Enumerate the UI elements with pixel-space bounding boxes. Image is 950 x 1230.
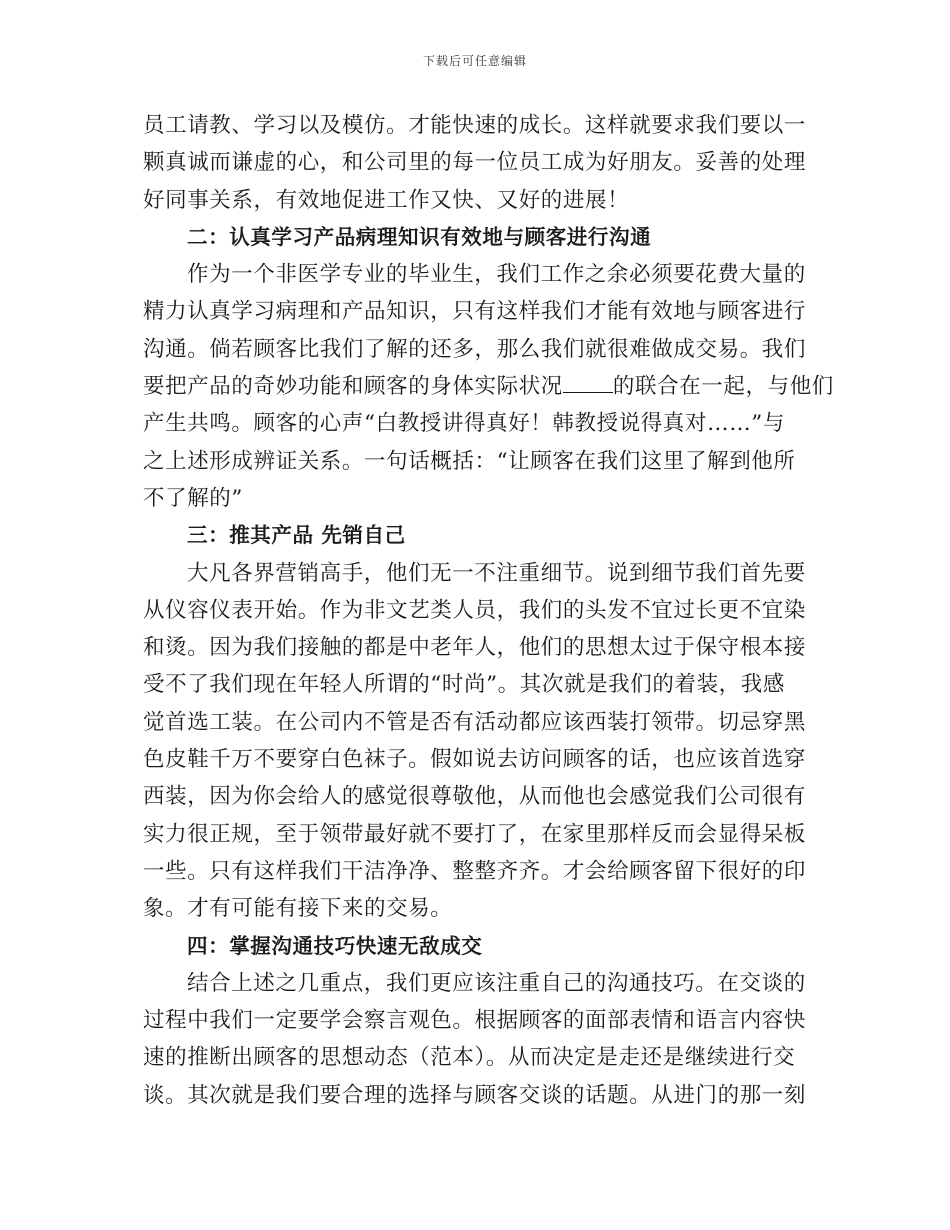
body-line: 好同事关系，有效地促进工作又快、又好的进展！ [143, 187, 630, 213]
paragraph-first-line: 作为一个非医学专业的毕业生，我们工作之余必须要花费大量的 [187, 262, 806, 288]
text-after-blank: 的联合在一起，与他们 [612, 374, 834, 400]
body-line: 受不了我们现在年轻人所谓的“时尚”。其次就是我们的着装，我感 [143, 672, 785, 698]
body-line: 和烫。因为我们接触的都是中老年人，他们的思想太过于保守根本接 [143, 635, 807, 661]
document-body [143, 107, 834, 1114]
body-line: 沟通。倘若顾客比我们了解的还多，那么我们就很难做成交易。我们 [143, 336, 807, 362]
header-note: 下载后可任意编辑 [422, 54, 527, 68]
paragraph-first-line: 结合上述之几重点，我们更应该注重自己的沟通技巧。在交谈的 [187, 970, 806, 996]
text-before-blank: 要把产品的奇妙功能和顾客的身体实际状况 [143, 374, 563, 400]
section-heading-3: 三：推其产品 先销自己 [187, 523, 406, 548]
section-heading-2: 二：认真学习产品病理知识有效地与顾客进行沟通 [187, 224, 652, 249]
body-line: 不了解的” [143, 485, 243, 511]
body-line: 速的推断出顾客的思想动态（范本）。从而决定是走还是继续进行交 [143, 1045, 796, 1071]
body-line: 谈。其次就是我们要合理的选择与顾客交谈的话题。从进门的那一刻 [143, 1082, 807, 1108]
body-line: 一些。只有这样我们干洁净净、整整齐齐。才会给顾客留下很好的印 [143, 858, 807, 884]
section-heading-4: 四：掌握沟通技巧快速无敌成交 [187, 933, 483, 958]
body-line: 颗真诚而谦虚的心，和公司里的每一位员工成为好朋友。妥善的处理 [143, 150, 807, 176]
body-line: 觉首选工装。在公司内不管是否有活动都应该西装打领带。切忌穿黑 [143, 709, 807, 735]
body-line: 员工请教、学习以及模仿。才能快速的成长。这样就要求我们要以一 [143, 113, 807, 138]
paragraph-first-line: 大凡各界营销高手，他们无一不注重细节。说到细节我们首先要 [187, 560, 806, 586]
body-line: 象。才有可能有接下来的交易。 [143, 896, 453, 922]
body-line: 从仪容仪表开始。作为非文艺类人员，我们的头发不宜过长更不宜染 [143, 597, 807, 623]
body-line: 实力很正规，至于领带最好就不要打了，在家里那样反而会显得呆板 [143, 821, 807, 847]
fill-in-blank [563, 370, 613, 393]
body-line: 之上述形成辨证关系。一句话概括：“让顾客在我们这里了解到他所 [143, 448, 796, 474]
body-line: 色皮鞋千万不要穿白色袜子。假如说去访问顾客的话，也应该首选穿 [143, 747, 807, 773]
body-line: 产生共鸣。顾客的心声“白教授讲得真好！韩教授说得真对……”与 [143, 411, 785, 437]
body-line: 精力认真学习病理和产品知识，只有这样我们才能有效地与顾客进行 [143, 299, 807, 325]
body-line: 过程中我们一定要学会察言观色。根据顾客的面部表情和语言内容快 [143, 1008, 807, 1034]
body-line: 西装，因为你会给人的感觉很尊敬他，从而他也会感觉我们公司很有 [143, 784, 807, 810]
body-line-with-blank [143, 368, 834, 405]
